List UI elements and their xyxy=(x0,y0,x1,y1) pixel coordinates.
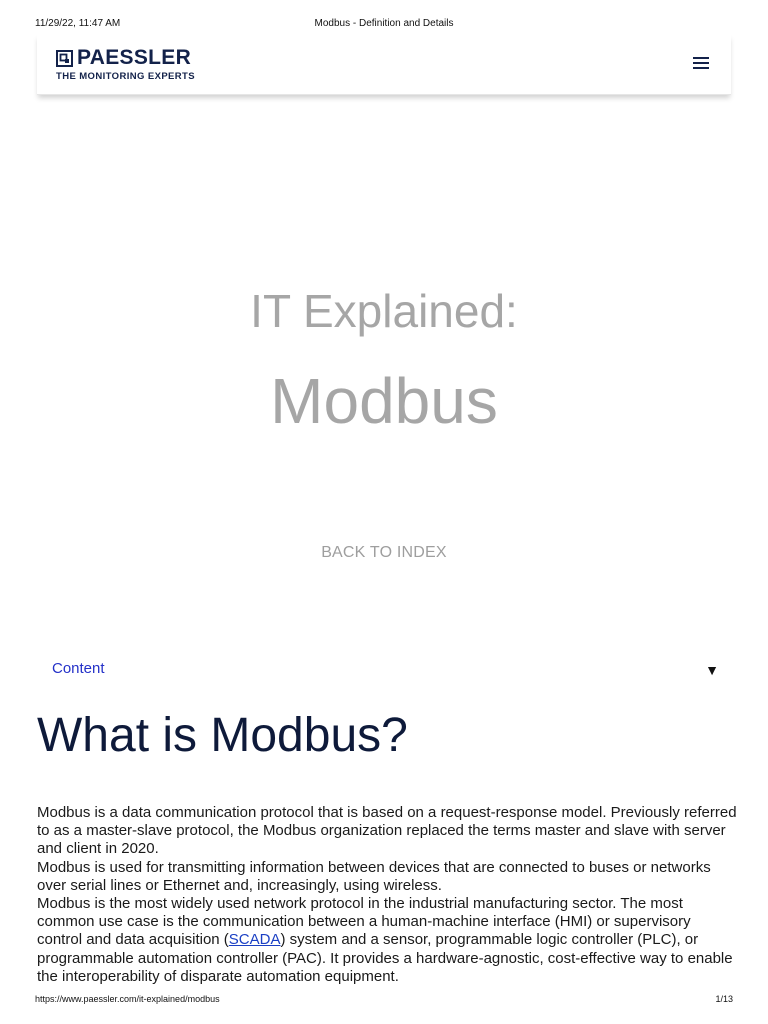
section-heading: What is Modbus? xyxy=(37,709,408,762)
paragraph-text: ) system and a sensor, programmable logic controller (PLC), or programmable automation controller (PAC). It provides a hardware-agnostic, cost-effective way to enable the interoperability of disparate automation equipment. xyxy=(37,931,733,985)
logo-tagline: THE MONITORING EXPERTS xyxy=(56,71,195,82)
article-body xyxy=(37,804,737,986)
logo-name: PAESSLER xyxy=(77,46,192,69)
site-header xyxy=(37,34,731,95)
print-page-number: 1/13 xyxy=(715,994,733,1004)
print-url: https://www.paessler.com/it-explained/modbus xyxy=(35,994,220,1004)
hero-title: Modbus xyxy=(270,365,498,437)
paessler-logo[interactable] xyxy=(56,48,195,82)
table-of-contents-toggle[interactable] xyxy=(37,656,731,686)
hamburger-menu-icon[interactable] xyxy=(691,54,711,74)
paragraph-text: Modbus is the most widely used network protocol in the industrial manufacturing sector. The most common use case is the communication between a human-machine interface (HMI) or supervisory control and data acquisition ( xyxy=(37,895,691,949)
print-datetime: 11/29/22, 11:47 AM xyxy=(35,18,121,29)
paessler-logo-icon xyxy=(56,50,73,67)
hero-kicker: IT Explained: xyxy=(250,285,518,337)
toc-label: Content xyxy=(52,660,105,677)
paragraph: Modbus is a data communication protocol that is based on a request-response model. Previously referred to as a master-slave protocol, the Modbus organization replaced the terms master and slave with server and client in 2020. xyxy=(37,804,737,858)
paragraph: Modbus is used for transmitting information between devices that are connected to buses or networks over serial lines or Ethernet and, increasingly, using wireless. xyxy=(37,858,711,894)
triangle-down-icon: ▼ xyxy=(705,662,719,678)
scada-link[interactable]: SCADA xyxy=(228,931,281,949)
print-doc-title: Modbus - Definition and Details xyxy=(314,18,454,29)
paragraph xyxy=(37,895,737,986)
back-to-index-link[interactable]: BACK TO INDEX xyxy=(321,544,447,561)
